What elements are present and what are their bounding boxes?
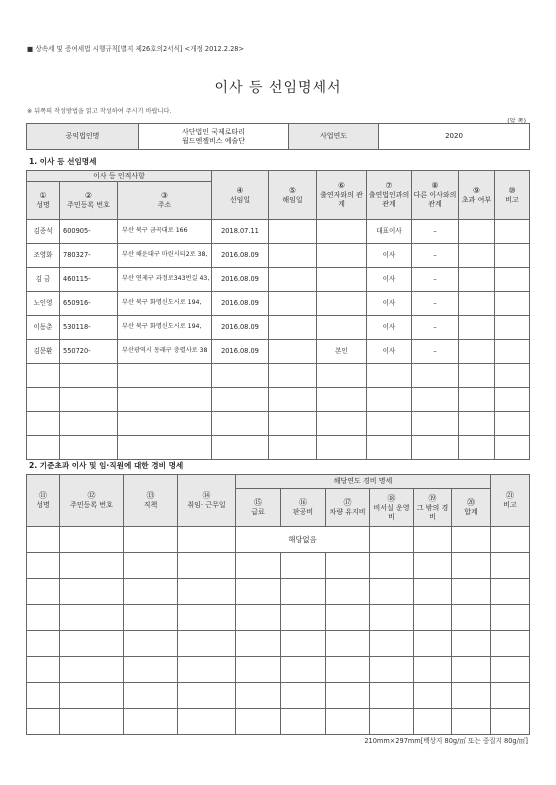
expense-cell-empty: [414, 579, 452, 605]
expense-row-empty: [27, 683, 530, 709]
col-donor-relation: ⑥ 출연자와의 관계: [317, 171, 367, 220]
expense-cell-empty: [452, 631, 491, 657]
col-exp-secretariat: ⑱ 비서실 운영비: [370, 489, 414, 527]
expense-row-empty: [27, 657, 530, 683]
director-cell-dismissed: [269, 340, 317, 364]
director-cell-addr: 부산 북구 화명신도시로 194,: [118, 292, 212, 316]
col-dismissed: ⑤ 해임일: [269, 171, 317, 220]
expense-cell-empty: [370, 579, 414, 605]
expense-cell-empty: [281, 657, 326, 683]
col-exp-duty: ⑭ 취임· 근무일: [178, 475, 236, 527]
expense-cell-empty: [452, 579, 491, 605]
expense-cell-empty: [414, 631, 452, 657]
director-cell-empty: [412, 364, 459, 388]
director-cell-empty: [412, 388, 459, 412]
director-cell-empty: [60, 388, 118, 412]
director-cell-rrn: 600905-: [60, 220, 118, 244]
expense-cell-empty: [60, 631, 124, 657]
expense-cell-empty: [414, 657, 452, 683]
director-cell-empty: [27, 412, 60, 436]
expense-cell-empty: [27, 579, 60, 605]
expense-cell-empty: [414, 683, 452, 709]
director-cell-appointed: 2016.08.09: [212, 340, 269, 364]
expense-cell-empty: [124, 657, 178, 683]
director-cell-dismissed: [269, 220, 317, 244]
expense-cell-empty: [491, 683, 530, 709]
col-exp-position: ⑬ 직책: [124, 475, 178, 527]
form-reference: ■ 상속세 및 증여세법 시행규칙[별지 제26호의2서식] <개정 2012.2.28>: [27, 45, 244, 53]
director-cell-appointed: 2018.07.11: [212, 220, 269, 244]
expense-cell-empty: [178, 605, 236, 631]
expense-cell-empty: [124, 631, 178, 657]
director-cell-note: [495, 316, 530, 340]
director-row: [27, 244, 530, 268]
director-cell-empty: [495, 388, 530, 412]
director-cell-empty: [495, 412, 530, 436]
expense-row-empty: [27, 709, 530, 735]
expense-cell-empty: [491, 631, 530, 657]
director-row-empty: [27, 388, 530, 412]
expense-cell: [491, 527, 530, 553]
director-cell-other-rel: –: [412, 292, 459, 316]
expense-cell-empty: [178, 579, 236, 605]
expense-cell: [27, 527, 60, 553]
director-row: [27, 316, 530, 340]
director-cell-corp-rel: 이사: [367, 340, 412, 364]
expense-row-empty: [27, 553, 530, 579]
director-row-empty: [27, 412, 530, 436]
expense-cell-empty: [452, 657, 491, 683]
director-cell-addr: 부산 해운대구 마린시티2로 38,: [118, 244, 212, 268]
expense-cell-empty: [491, 579, 530, 605]
col-excess: ⑨ 초과 여부: [459, 171, 495, 220]
director-cell-other-rel: –: [412, 220, 459, 244]
director-cell-appointed: 2016.08.09: [212, 316, 269, 340]
expense-cell-empty: [452, 683, 491, 709]
fiscal-year-label: 사업연도: [289, 124, 379, 150]
expense-cell-empty: [178, 683, 236, 709]
expense-cell-empty: [124, 605, 178, 631]
director-cell-empty: [212, 388, 269, 412]
director-cell-donor-rel: [317, 268, 367, 292]
notice-text: ※ 뒤쪽의 작성방법을 읽고 작성하여 주시기 바랍니다.: [27, 108, 172, 115]
director-cell-addr: 부산광역시 동래구 충렬사로 38: [118, 340, 212, 364]
director-cell-excess: [459, 220, 495, 244]
col-name: ① 성명: [27, 182, 60, 220]
director-cell-empty: [118, 436, 212, 460]
expense-cell-empty: [491, 605, 530, 631]
org-name-label: 공익법인명: [27, 124, 139, 150]
director-cell-empty: [459, 412, 495, 436]
col-exp-salary: ⑮ 급료: [236, 489, 281, 527]
director-cell-note: [495, 340, 530, 364]
director-cell-name: 김종석: [27, 220, 60, 244]
col-exp-note: ㉑ 비고: [491, 475, 530, 527]
director-cell-corp-rel: 이사: [367, 316, 412, 340]
expense-table: [26, 474, 530, 735]
director-cell-name: 이동춘: [27, 316, 60, 340]
director-cell-empty: [269, 364, 317, 388]
expense-cell-empty: [178, 709, 236, 735]
expense-row-empty: [27, 605, 530, 631]
director-cell-appointed: 2016.08.09: [212, 292, 269, 316]
director-appointment-table: [26, 170, 530, 460]
section2-title: 2. 기준초과 이사 및 임·직원에 대한 경비 명세: [29, 461, 184, 470]
director-cell-rrn: 530118-: [60, 316, 118, 340]
col-exp-other: ⑲ 그 밖의 경비: [414, 489, 452, 527]
expense-cell-empty: [60, 709, 124, 735]
director-cell-empty: [60, 412, 118, 436]
director-cell-note: [495, 244, 530, 268]
director-cell-empty: [317, 388, 367, 412]
director-cell-empty: [412, 412, 459, 436]
paper-spec-footer: 210mm×297mm[백상지 80g/㎡ 또는 중질지 80g/㎡]: [364, 737, 528, 745]
director-cell-corp-rel: 이사: [367, 292, 412, 316]
director-cell-donor-rel: 본인: [317, 340, 367, 364]
director-cell-empty: [459, 436, 495, 460]
col-other-director-relation: ⑧ 다른 이사와의 관계: [412, 171, 459, 220]
expense-cell-empty: [452, 605, 491, 631]
director-row: [27, 268, 530, 292]
expense-cell-empty: [27, 553, 60, 579]
expense-cell-empty: [281, 683, 326, 709]
director-cell-rrn: 650916-: [60, 292, 118, 316]
director-cell-corp-rel: 이사: [367, 268, 412, 292]
expense-cell-empty: [236, 631, 281, 657]
director-cell-appointed: 2016.08.09: [212, 268, 269, 292]
director-cell-empty: [212, 412, 269, 436]
director-cell-empty: [495, 364, 530, 388]
none-applicable-text: 해당없음: [236, 527, 370, 553]
col-exp-entertainment: ⑯ 판공비: [281, 489, 326, 527]
director-cell-other-rel: –: [412, 340, 459, 364]
org-name-line-1: 사단법인 국제로타리: [181, 127, 246, 136]
director-cell-excess: [459, 292, 495, 316]
director-row-empty: [27, 436, 530, 460]
director-cell-empty: [118, 364, 212, 388]
director-cell-excess: [459, 268, 495, 292]
expense-cell-empty: [370, 709, 414, 735]
director-cell-dismissed: [269, 268, 317, 292]
expense-cell-empty: [236, 605, 281, 631]
director-cell-name: 김 금: [27, 268, 60, 292]
expense-cell-empty: [370, 683, 414, 709]
director-cell-name: 조영화: [27, 244, 60, 268]
director-cell-donor-rel: [317, 316, 367, 340]
expense-row-empty: [27, 579, 530, 605]
director-cell-note: [495, 292, 530, 316]
expense-cell: [452, 527, 491, 553]
director-row: [27, 220, 530, 244]
expense-cell-empty: [326, 605, 370, 631]
director-cell-empty: [60, 436, 118, 460]
director-cell-empty: [27, 388, 60, 412]
director-cell-dismissed: [269, 292, 317, 316]
director-cell-rrn: 550720-: [60, 340, 118, 364]
expense-cell-empty: [60, 579, 124, 605]
director-cell-name: 김문환: [27, 340, 60, 364]
director-cell-donor-rel: [317, 220, 367, 244]
expense-cell-empty: [60, 553, 124, 579]
expense-cell-empty: [60, 605, 124, 631]
director-cell-empty: [27, 364, 60, 388]
director-cell-empty: [367, 412, 412, 436]
expense-cell-empty: [178, 657, 236, 683]
expense-cell-empty: [281, 605, 326, 631]
expense-row-empty: [27, 631, 530, 657]
director-cell-excess: [459, 340, 495, 364]
director-cell-empty: [317, 412, 367, 436]
expense-cell-empty: [370, 631, 414, 657]
director-row: [27, 340, 530, 364]
director-cell-note: [495, 268, 530, 292]
expense-cell-empty: [60, 683, 124, 709]
director-cell-other-rel: –: [412, 244, 459, 268]
director-cell-empty: [495, 436, 530, 460]
expense-cell-empty: [326, 631, 370, 657]
director-cell-corp-rel: 대표이사: [367, 220, 412, 244]
expense-cell-empty: [326, 709, 370, 735]
col-note: ⑩ 비고: [495, 171, 530, 220]
expense-cell-empty: [452, 709, 491, 735]
director-cell-empty: [317, 436, 367, 460]
expense-cell-empty: [370, 553, 414, 579]
expense-cell-empty: [178, 553, 236, 579]
director-cell-name: 노인영: [27, 292, 60, 316]
expense-cell-empty: [491, 553, 530, 579]
expense-cell-empty: [281, 553, 326, 579]
col-rrn: ② 주민등록 번호: [60, 182, 118, 220]
director-cell-note: [495, 220, 530, 244]
director-cell-dismissed: [269, 316, 317, 340]
director-cell-empty: [269, 436, 317, 460]
director-cell-empty: [60, 364, 118, 388]
director-cell-empty: [412, 436, 459, 460]
director-cell-empty: [269, 412, 317, 436]
col-appointed: ④ 선임일: [212, 171, 269, 220]
expense-cell-empty: [414, 605, 452, 631]
expense-cell-empty: [452, 553, 491, 579]
director-cell-empty: [367, 388, 412, 412]
expense-cell-empty: [326, 683, 370, 709]
expense-cell-empty: [27, 631, 60, 657]
director-cell-rrn: 460115-: [60, 268, 118, 292]
director-cell-empty: [27, 436, 60, 460]
director-cell-empty: [118, 388, 212, 412]
director-cell-excess: [459, 244, 495, 268]
expense-cell-empty: [27, 683, 60, 709]
director-cell-corp-rel: 이사: [367, 244, 412, 268]
expense-cell-empty: [27, 709, 60, 735]
director-cell-empty: [317, 364, 367, 388]
director-cell-empty: [459, 388, 495, 412]
director-cell-empty: [269, 388, 317, 412]
expense-cell-empty: [281, 579, 326, 605]
director-cell-other-rel: –: [412, 316, 459, 340]
expense-cell-empty: [27, 657, 60, 683]
director-cell-empty: [212, 436, 269, 460]
expense-cell: [60, 527, 124, 553]
director-cell-dismissed: [269, 244, 317, 268]
director-cell-empty: [367, 364, 412, 388]
organization-table: [26, 123, 530, 150]
col-address: ③ 주소: [118, 182, 212, 220]
director-cell-addr: 부산 북구 화명신도시로 194,: [118, 316, 212, 340]
expense-cell-empty: [370, 605, 414, 631]
expense-cell-empty: [236, 683, 281, 709]
director-cell-addr: 부산 연제구 과정로343번길 43,: [118, 268, 212, 292]
expense-cell-empty: [281, 631, 326, 657]
director-cell-other-rel: –: [412, 268, 459, 292]
director-cell-appointed: 2016.08.09: [212, 244, 269, 268]
director-cell-excess: [459, 316, 495, 340]
fiscal-year-value: 2020: [379, 124, 530, 150]
director-row: [27, 292, 530, 316]
expense-cell-empty: [326, 657, 370, 683]
director-cell-addr: 부산 북구 금곡대로 166: [118, 220, 212, 244]
expense-cell-empty: [236, 553, 281, 579]
expense-group-header: 해당연도 경비 명세: [236, 475, 491, 489]
expense-cell: [370, 527, 414, 553]
expense-cell-empty: [124, 553, 178, 579]
col-exp-rrn: ⑫ 주민등록 번호: [60, 475, 124, 527]
col-exp-name: ⑪ 성명: [27, 475, 60, 527]
director-cell-donor-rel: [317, 244, 367, 268]
expense-cell-empty: [27, 605, 60, 631]
expense-cell-empty: [60, 657, 124, 683]
expense-cell: [414, 527, 452, 553]
expense-cell-empty: [414, 709, 452, 735]
director-cell-empty: [212, 364, 269, 388]
expense-cell-empty: [491, 709, 530, 735]
col-corp-relation: ⑦ 출연법인과의 관계: [367, 171, 412, 220]
director-cell-donor-rel: [317, 292, 367, 316]
expense-cell-empty: [491, 657, 530, 683]
expense-cell: [124, 527, 178, 553]
expense-cell-empty: [124, 683, 178, 709]
expense-cell-empty: [236, 579, 281, 605]
director-cell-rrn: 780327-: [60, 244, 118, 268]
expense-cell-empty: [236, 709, 281, 735]
expense-cell-empty: [124, 579, 178, 605]
director-row-empty: [27, 364, 530, 388]
col-exp-vehicle: ⑰ 차량 유지비: [326, 489, 370, 527]
expense-cell-empty: [326, 553, 370, 579]
org-name-line-2: 월드엔젤비스 예술단: [181, 136, 246, 145]
director-cell-empty: [367, 436, 412, 460]
org-name-value: [139, 124, 289, 150]
expense-cell-empty: [326, 579, 370, 605]
expense-cell-empty: [236, 657, 281, 683]
expense-cell-empty: [124, 709, 178, 735]
document-title: 이사 등 선임명세서: [214, 80, 342, 96]
director-cell-empty: [459, 364, 495, 388]
expense-cell: [178, 527, 236, 553]
section1-title: 1. 이사 등 선임명세: [29, 157, 97, 166]
expense-cell-empty: [178, 631, 236, 657]
personal-info-group-header: 이사 등 인적사항: [27, 171, 212, 182]
expense-cell-empty: [414, 553, 452, 579]
col-exp-total: ⑳ 합계: [452, 489, 491, 527]
page-mark: (앞 쪽): [507, 118, 526, 125]
expense-cell-empty: [281, 709, 326, 735]
director-cell-empty: [118, 412, 212, 436]
expense-cell-empty: [370, 657, 414, 683]
